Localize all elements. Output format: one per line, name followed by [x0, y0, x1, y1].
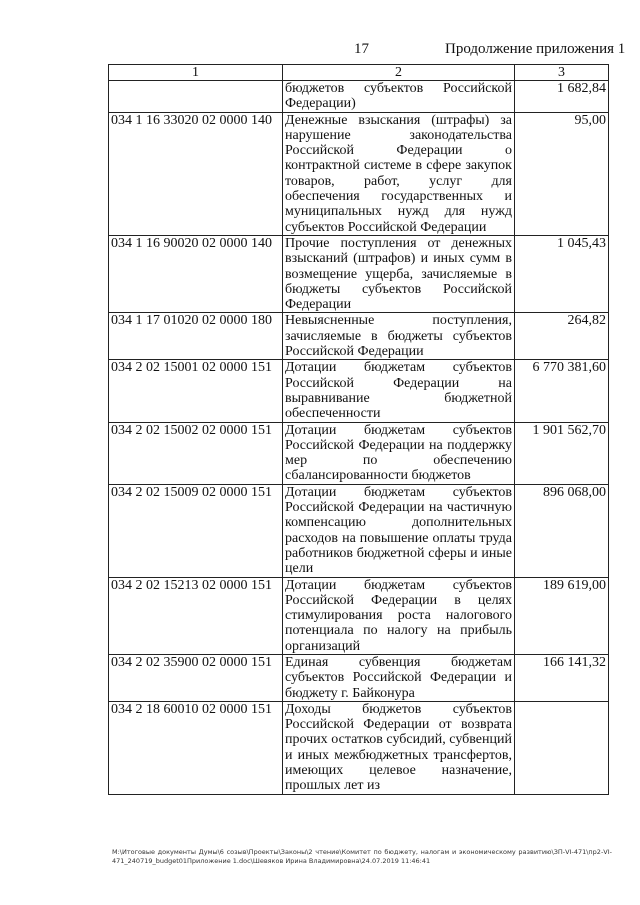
column-header-code: 1: [109, 65, 283, 81]
footer-file-path: M:\Итоговые документы Думы\6 созыв\Проекты\Законы\2 чтение\Комитет по бюджету, налогам и экономическому развитию\ЗП-VI-471\пр2-VI-471_240719_budget01Приложение 1.doc\Шевяков Ирина Владимировна\24.07.2019 11:46:41: [112, 848, 612, 865]
table-row: [109, 313, 609, 360]
row-code: [109, 81, 283, 113]
table-row: [109, 81, 609, 113]
row-amount: 1 682,84: [515, 81, 609, 113]
row-name: Невыясненные поступления, зачисляемые в бюджеты субъектов Российской Федерации: [283, 313, 515, 360]
row-amount: [515, 701, 609, 794]
row-amount: 6 770 381,60: [515, 360, 609, 422]
row-name: бюджетов субъектов Российской Федерации): [283, 81, 515, 113]
row-amount: 896 068,00: [515, 484, 609, 577]
row-code: 034 1 16 90020 02 0000 140: [109, 235, 283, 312]
row-name: Дотации бюджетам субъектов Российской Федерации на выравнивание бюджетной обеспеченности: [283, 360, 515, 422]
row-amount: 166 141,32: [515, 654, 609, 701]
row-amount: 1 045,43: [515, 235, 609, 312]
table-row: [109, 654, 609, 701]
continuation-label: Продолжение приложения 1: [445, 41, 626, 57]
column-header-name: 2: [283, 65, 515, 81]
table-row: [109, 112, 609, 235]
row-code: 034 1 16 33020 02 0000 140: [109, 112, 283, 235]
row-code: 034 2 02 15213 02 0000 151: [109, 577, 283, 654]
row-name: Доходы бюджетов субъектов Российской Федерации от возврата прочих остатков субсидий, субвенций и иных межбюджетных трансфертов, имеющих целевое назначение, прошлых лет из: [283, 701, 515, 794]
column-header-amount: 3: [515, 65, 609, 81]
table-row: [109, 422, 609, 484]
row-amount: 1 901 562,70: [515, 422, 609, 484]
table-row: [109, 577, 609, 654]
row-code: 034 2 02 15001 02 0000 151: [109, 360, 283, 422]
row-code: 034 2 02 35900 02 0000 151: [109, 654, 283, 701]
table-row: [109, 235, 609, 312]
row-code: 034 1 17 01020 02 0000 180: [109, 313, 283, 360]
row-name: Прочие поступления от денежных взысканий (штрафов) и иных сумм в возмещение ущерба, зачисляемые в бюджеты субъектов Российской Федерации: [283, 235, 515, 312]
row-code: 034 2 02 15002 02 0000 151: [109, 422, 283, 484]
row-name: Дотации бюджетам субъектов Российской Федерации в целях стимулирования роста налогового потенциала по налогу на прибыль организаций: [283, 577, 515, 654]
table-header-row: [109, 65, 609, 81]
table-row: [109, 360, 609, 422]
budget-table: [108, 64, 609, 795]
row-code: 034 2 18 60010 02 0000 151: [109, 701, 283, 794]
row-name: Дотации бюджетам субъектов Российской Федерации на поддержку мер по обеспечению сбалансированности бюджетов: [283, 422, 515, 484]
row-amount: 264,82: [515, 313, 609, 360]
table-row: [109, 701, 609, 794]
row-name: Единая субвенция бюджетам субъектов Российской Федерации и бюджету г. Байконура: [283, 654, 515, 701]
row-amount: 95,00: [515, 112, 609, 235]
row-name: Денежные взыскания (штрафы) за нарушение законодательства Российской Федерации о контрактной системе в сфере закупок товаров, работ, услуг для обеспечения государственных и муниципальных нужд для нужд субъектов Российской Федерации: [283, 112, 515, 235]
row-amount: 189 619,00: [515, 577, 609, 654]
row-name: Дотации бюджетам субъектов Российской Федерации на частичную компенсацию дополнительных расходов на повышение оплаты труда работников бюджетной сферы и иные цели: [283, 484, 515, 577]
table-row: [109, 484, 609, 577]
page-number: 17: [354, 41, 369, 57]
row-code: 034 2 02 15009 02 0000 151: [109, 484, 283, 577]
